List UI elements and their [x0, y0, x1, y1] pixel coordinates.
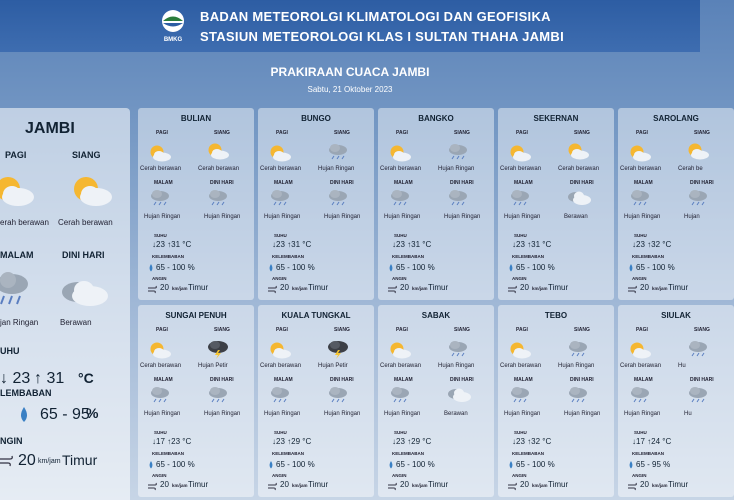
dinihari-weather: Hujan Ringan — [324, 214, 361, 220]
dinihari-label: DINI HARI — [690, 377, 714, 383]
suhu-label: SUHU — [634, 233, 647, 238]
rain-cloud-icon — [628, 188, 652, 206]
city-card-sekernan — [498, 108, 614, 300]
kelembaban-value: 65 - 100 % — [396, 263, 435, 272]
city-card-siulak — [618, 305, 734, 497]
kelembaban-value: 65 - 100 % — [276, 460, 315, 469]
kelembaban-label: KELEMBABAN — [152, 254, 184, 259]
angin-label: ANGIN — [152, 473, 167, 478]
angin-label: ANGIN — [632, 473, 647, 478]
kelembaban-value: 65 - 100 % — [276, 263, 315, 272]
angin-label: ANGIN — [512, 473, 527, 478]
rain-cloud-icon — [0, 268, 34, 308]
suhu-unit: °C — [78, 370, 94, 386]
partly-cloudy-icon — [206, 142, 230, 160]
siang-weather: Cerah berawan — [198, 166, 240, 172]
dinihari-label: DINI HARI — [450, 377, 474, 383]
angin-value: 20 — [18, 452, 36, 469]
siang-weather: Hujan Petir — [198, 363, 228, 369]
pagi-label: PAGI — [636, 130, 648, 136]
siang-label: SIANG — [694, 327, 710, 333]
rain-cloud-icon — [388, 188, 412, 206]
malam-label: MALAM — [154, 180, 173, 186]
pagi-label: PAGI — [156, 327, 168, 333]
partly-cloudy-icon — [508, 144, 532, 162]
city-card-kuala-tungkal — [258, 305, 374, 497]
forecast-date: Sabtu, 21 Oktober 2023 — [307, 85, 393, 94]
kelembaban-value: 65 - 95 % — [636, 460, 671, 469]
pagi-weather: Cerah berawan — [500, 363, 542, 369]
angin-value: 20 — [160, 283, 169, 292]
dinihari-weather: Hujan — [684, 214, 700, 220]
suhu-label: SUHU — [154, 430, 167, 435]
angin-direction: Timur — [548, 480, 569, 489]
kelembaban-label: KELEMBABAN — [272, 451, 304, 456]
suhu-label: SUHU — [274, 233, 287, 238]
agency-name: BADAN METEOROLGI KLIMATOLOGI DAN GEOFISIKA — [200, 9, 551, 24]
water-drop-icon — [268, 264, 274, 272]
rain-cloud-icon — [508, 188, 532, 206]
malam-weather: Hujan Ringan — [504, 411, 541, 417]
angin-label: ANGIN — [272, 276, 287, 281]
wind-icon — [508, 482, 518, 490]
malam-weather: Hujan Ringan — [264, 214, 301, 220]
main-city-panel — [0, 108, 130, 500]
malam-weather: Hujan Ringan — [144, 411, 181, 417]
suhu-value: ↓23 ↑29 °C — [272, 437, 312, 446]
dinihari-label: DINI HARI — [330, 377, 354, 383]
angin-value: 20 — [640, 283, 649, 292]
pagi-weather: Cerah berawan — [140, 166, 182, 172]
suhu-min: ↓ 23 — [0, 370, 31, 387]
siang-label: SIANG — [574, 130, 590, 136]
kelembaban-value: 65 - 100 % — [516, 460, 555, 469]
siang-label: SIANG — [214, 327, 230, 333]
malam-label: MALAM — [394, 180, 413, 186]
dinihari-weather: Berawan — [564, 214, 588, 220]
station-name: STASIUN METEOROLOGI KLAS I SULTAN THAHA JAMBI — [200, 29, 565, 44]
dinihari-label: DINI HARI — [450, 180, 474, 186]
angin-value: 20 — [280, 480, 289, 489]
suhu-value: ↓23 ↑31 °C — [272, 240, 312, 249]
page-title: PRAKIRAAN CUACA JAMBI — [270, 65, 430, 79]
malam-label: MALAM — [274, 377, 293, 383]
city-card-sarolang — [618, 108, 734, 300]
malam-label: MALAM — [154, 377, 173, 383]
angin-value: 20 — [280, 283, 289, 292]
angin-direction: Timur — [62, 452, 98, 468]
angin-label: ANGIN — [272, 473, 287, 478]
rain-cloud-icon — [268, 385, 292, 403]
dinihari-label: DINI HARI — [690, 180, 714, 186]
partly-cloudy-icon — [70, 174, 114, 208]
pagi-label: PAGI — [156, 130, 168, 136]
city-card-sabak — [378, 305, 494, 497]
kelembaban-label: KELEMBABAN — [512, 451, 544, 456]
suhu-label: SUHU — [154, 233, 167, 238]
water-drop-icon — [148, 264, 154, 272]
rain-cloud-icon — [508, 385, 532, 403]
partly-cloudy-icon — [0, 174, 36, 208]
kelembaban-label: KELEMBABAN — [152, 451, 184, 456]
angin-label: ANGIN — [632, 276, 647, 281]
rain-cloud-icon — [446, 339, 470, 357]
water-drop-icon — [628, 264, 634, 272]
siang-label: SIANG — [214, 130, 230, 136]
siang-label: SIANG — [574, 327, 590, 333]
angin-unit: km/jam — [412, 483, 428, 488]
rain-cloud-icon — [628, 385, 652, 403]
cloud-icon — [446, 385, 472, 403]
partly-cloudy-icon — [148, 341, 172, 359]
siang-weather: Cerah berawan — [58, 218, 113, 227]
malam-weather: Hujan Ringan — [624, 214, 661, 220]
partly-cloudy-icon — [508, 341, 532, 359]
pagi-weather: Cerah berawan — [500, 166, 542, 172]
rain-cloud-icon — [388, 385, 412, 403]
pagi-weather: Cerah berawan — [620, 363, 662, 369]
thunderstorm-icon — [326, 339, 350, 359]
kelembaban-label: KELEMBABAN — [632, 254, 664, 259]
wind-icon — [628, 482, 638, 490]
angin-direction: Timur — [428, 480, 449, 489]
cloud-icon — [566, 188, 592, 206]
wind-icon — [148, 482, 158, 490]
pagi-label: PAGI — [396, 130, 408, 136]
suhu-max: ↑ 31 — [34, 370, 65, 387]
angin-unit: km/jam — [652, 286, 668, 291]
siang-label: SIANG — [454, 130, 470, 136]
dinihari-label: DINI HARI — [210, 180, 234, 186]
card-city-name: KUALA TUNGKAL — [281, 311, 351, 320]
partly-cloudy-icon — [388, 341, 412, 359]
dinihari-label: DINI HARI — [330, 180, 354, 186]
suhu-value: ↓23 ↑31 °C — [152, 240, 192, 249]
angin-unit: km/jam — [38, 458, 61, 465]
wind-icon — [628, 285, 638, 293]
angin-unit: km/jam — [292, 483, 308, 488]
angin-direction: Timur — [188, 283, 209, 292]
wind-icon — [268, 482, 278, 490]
rain-cloud-icon — [206, 385, 230, 403]
card-city-name: SAROLANG — [653, 114, 699, 123]
siang-weather: Hu — [678, 363, 686, 369]
dinihari-label: DINI HARI — [210, 377, 234, 383]
siang-weather: Hujan Ringan — [558, 363, 595, 369]
suhu-label: SUHU — [514, 430, 527, 435]
siang-weather: Hujan Ringan — [438, 363, 475, 369]
suhu-value: ↓23 ↑32 °C — [632, 240, 672, 249]
siang-label: SIANG — [334, 130, 350, 136]
wind-icon — [0, 455, 14, 467]
wind-icon — [508, 285, 518, 293]
card-city-name: SIULAK — [661, 311, 691, 320]
angin-label: ANGIN — [392, 276, 407, 281]
suhu-label: SUHU — [274, 430, 287, 435]
kelembaban-unit: % — [86, 405, 99, 421]
rain-cloud-icon — [686, 339, 710, 357]
card-city-name: SABAK — [421, 311, 451, 320]
malam-weather: jan Ringan — [0, 318, 39, 327]
malam-label: MALAM — [274, 180, 293, 186]
pagi-label: PAGI — [5, 150, 27, 160]
angin-value: 20 — [520, 480, 529, 489]
suhu-value: ↓23 ↑31 °C — [392, 240, 432, 249]
suhu-value: ↓17 ↑24 °C — [632, 437, 672, 446]
rain-cloud-icon — [326, 142, 350, 160]
dinihari-weather: Hu — [684, 411, 692, 417]
water-drop-icon — [388, 461, 394, 469]
malam-label: MALAM — [394, 377, 413, 383]
kelembaban-label: LEMBABAN — [0, 388, 52, 398]
rain-cloud-icon — [446, 188, 470, 206]
angin-label: ANGIN — [152, 276, 167, 281]
card-city-name: TEBO — [544, 311, 568, 320]
city-card-bulian — [138, 108, 254, 300]
dinihari-weather: Hujan Ringan — [204, 214, 241, 220]
dinihari-label: DINI HARI — [62, 250, 105, 260]
pagi-label: PAGI — [276, 130, 288, 136]
angin-unit: km/jam — [172, 483, 188, 488]
partly-cloudy-icon — [628, 144, 652, 162]
city-card-bungo — [258, 108, 374, 300]
angin-value: 20 — [400, 480, 409, 489]
siang-weather: Hujan Ringan — [318, 166, 355, 172]
rain-cloud-icon — [268, 188, 292, 206]
city-card-bangko — [378, 108, 494, 300]
dinihari-weather: Hujan Ringan — [324, 411, 361, 417]
water-drop-icon — [508, 461, 514, 469]
rain-cloud-icon — [326, 385, 350, 403]
pagi-label: PAGI — [516, 130, 528, 136]
angin-unit: km/jam — [412, 286, 428, 291]
siang-weather: Hujan Petir — [318, 363, 348, 369]
water-drop-icon — [148, 461, 154, 469]
kelembaban-value: 65 - 95 — [40, 406, 90, 423]
water-drop-icon — [268, 461, 274, 469]
siang-label: SIANG — [334, 327, 350, 333]
siang-label: SIANG — [694, 130, 710, 136]
pagi-weather: Cerah berawan — [620, 166, 662, 172]
wind-icon — [268, 285, 278, 293]
kelembaban-value: 65 - 100 % — [516, 263, 555, 272]
suhu-value: ↓17 ↑23 °C — [152, 437, 192, 446]
kelembaban-label: KELEMBABAN — [272, 254, 304, 259]
siang-label: SIANG — [454, 327, 470, 333]
suhu-label: SUHU — [514, 233, 527, 238]
angin-direction: Timur — [668, 283, 689, 292]
suhu-value: ↓23 ↑31 °C — [512, 240, 552, 249]
angin-direction: Timur — [188, 480, 209, 489]
card-city-name: BUNGO — [301, 114, 331, 123]
rain-cloud-icon — [566, 385, 590, 403]
rain-cloud-icon — [148, 385, 172, 403]
siang-weather: Cerah be — [678, 166, 703, 172]
rain-cloud-icon — [446, 142, 470, 160]
svg-text:BMKG: BMKG — [163, 37, 183, 43]
partly-cloudy-icon — [268, 341, 292, 359]
card-city-name: SEKERNAN — [533, 114, 579, 123]
thunderstorm-icon — [206, 339, 230, 359]
angin-value: 20 — [640, 480, 649, 489]
angin-label: ANGIN — [392, 473, 407, 478]
suhu-value: ↓23 ↑32 °C — [512, 437, 552, 446]
dinihari-weather: Hujan Ringan — [564, 411, 601, 417]
wind-icon — [388, 482, 398, 490]
kelembaban-value: 65 - 100 % — [636, 263, 675, 272]
suhu-label: UHU — [0, 346, 20, 356]
malam-label: MALAM — [514, 180, 533, 186]
pagi-weather: Cerah berawan — [260, 363, 302, 369]
dinihari-weather: Berawan — [60, 318, 92, 327]
dinihari-label: DINI HARI — [570, 377, 594, 383]
angin-label: NGIN — [0, 436, 23, 446]
dinihari-label: DINI HARI — [570, 180, 594, 186]
angin-direction: Timur — [308, 480, 329, 489]
partly-cloudy-icon — [388, 144, 412, 162]
partly-cloudy-icon — [268, 144, 292, 162]
angin-value: 20 — [400, 283, 409, 292]
city-card-sungai-penuh — [138, 305, 254, 497]
partly-cloudy-icon — [566, 142, 590, 160]
malam-weather: Hujan Ringan — [504, 214, 541, 220]
rain-cloud-icon — [326, 188, 350, 206]
partly-cloudy-icon — [148, 144, 172, 162]
rain-cloud-icon — [686, 188, 710, 206]
kelembaban-label: KELEMBABAN — [512, 254, 544, 259]
city-card-tebo — [498, 305, 614, 497]
pagi-weather: Cerah berawan — [380, 363, 422, 369]
rain-cloud-icon — [686, 385, 710, 403]
water-drop-icon — [18, 407, 30, 423]
pagi-label: PAGI — [276, 327, 288, 333]
water-drop-icon — [388, 264, 394, 272]
angin-direction: Timur — [668, 480, 689, 489]
angin-direction: Timur — [428, 283, 449, 292]
malam-label: MALAM — [514, 377, 533, 383]
malam-weather: Hujan Ringan — [264, 411, 301, 417]
card-city-name: BANGKO — [418, 114, 454, 123]
pagi-label: PAGI — [636, 327, 648, 333]
kelembaban-label: KELEMBABAN — [392, 254, 424, 259]
siang-weather: Cerah berawan — [558, 166, 600, 172]
rain-cloud-icon — [566, 339, 590, 357]
partly-cloudy-icon — [628, 341, 652, 359]
siang-label: SIANG — [72, 150, 101, 160]
malam-weather: Hujan Ringan — [144, 214, 181, 220]
malam-weather: Hujan Ringan — [384, 214, 421, 220]
wind-icon — [388, 285, 398, 293]
pagi-weather: Cerah berawan — [260, 166, 302, 172]
angin-unit: km/jam — [172, 286, 188, 291]
kelembaban-label: KELEMBABAN — [632, 451, 664, 456]
angin-value: 20 — [160, 480, 169, 489]
malam-weather: Hujan Ringan — [624, 411, 661, 417]
angin-direction: Timur — [548, 283, 569, 292]
angin-unit: km/jam — [532, 483, 548, 488]
angin-unit: km/jam — [652, 483, 668, 488]
wind-icon — [148, 285, 158, 293]
pagi-weather: Cerah berawan — [380, 166, 422, 172]
malam-label: MALAM — [634, 377, 653, 383]
angin-unit: km/jam — [532, 286, 548, 291]
angin-label: ANGIN — [512, 276, 527, 281]
malam-label: MALAM — [634, 180, 653, 186]
water-drop-icon — [508, 264, 514, 272]
rain-cloud-icon — [206, 188, 230, 206]
kelembaban-label: KELEMBABAN — [392, 451, 424, 456]
header-bar — [0, 0, 700, 52]
angin-unit: km/jam — [292, 286, 308, 291]
malam-weather: Hujan Ringan — [384, 411, 421, 417]
siang-weather: Hujan Ringan — [438, 166, 475, 172]
angin-direction: Timur — [308, 283, 329, 292]
suhu-value: ↓23 ↑29 °C — [392, 437, 432, 446]
partly-cloudy-icon — [686, 142, 710, 160]
malam-label: MALAM — [0, 250, 34, 260]
water-drop-icon — [628, 461, 634, 469]
pagi-label: PAGI — [396, 327, 408, 333]
dinihari-weather: Hujan Ringan — [444, 214, 481, 220]
pagi-weather: erah berawan — [0, 218, 49, 227]
suhu-label: SUHU — [394, 430, 407, 435]
kelembaban-value: 65 - 100 % — [396, 460, 435, 469]
dinihari-weather: Berawan — [444, 411, 468, 417]
main-city-name: JAMBI — [25, 120, 75, 137]
rain-cloud-icon — [148, 188, 172, 206]
dinihari-weather: Hujan Ringan — [204, 411, 241, 417]
kelembaban-value: 65 - 100 % — [156, 460, 195, 469]
suhu-label: SUHU — [394, 233, 407, 238]
angin-value: 20 — [520, 283, 529, 292]
suhu-label: SUHU — [634, 430, 647, 435]
pagi-weather: Cerah berawan — [140, 363, 182, 369]
card-city-name: SUNGAI PENUH — [165, 311, 227, 320]
card-city-name: BULIAN — [180, 114, 212, 123]
kelembaban-value: 65 - 100 % — [156, 263, 195, 272]
bmkg-logo — [158, 8, 188, 44]
cloud-icon — [58, 274, 110, 308]
pagi-label: PAGI — [516, 327, 528, 333]
